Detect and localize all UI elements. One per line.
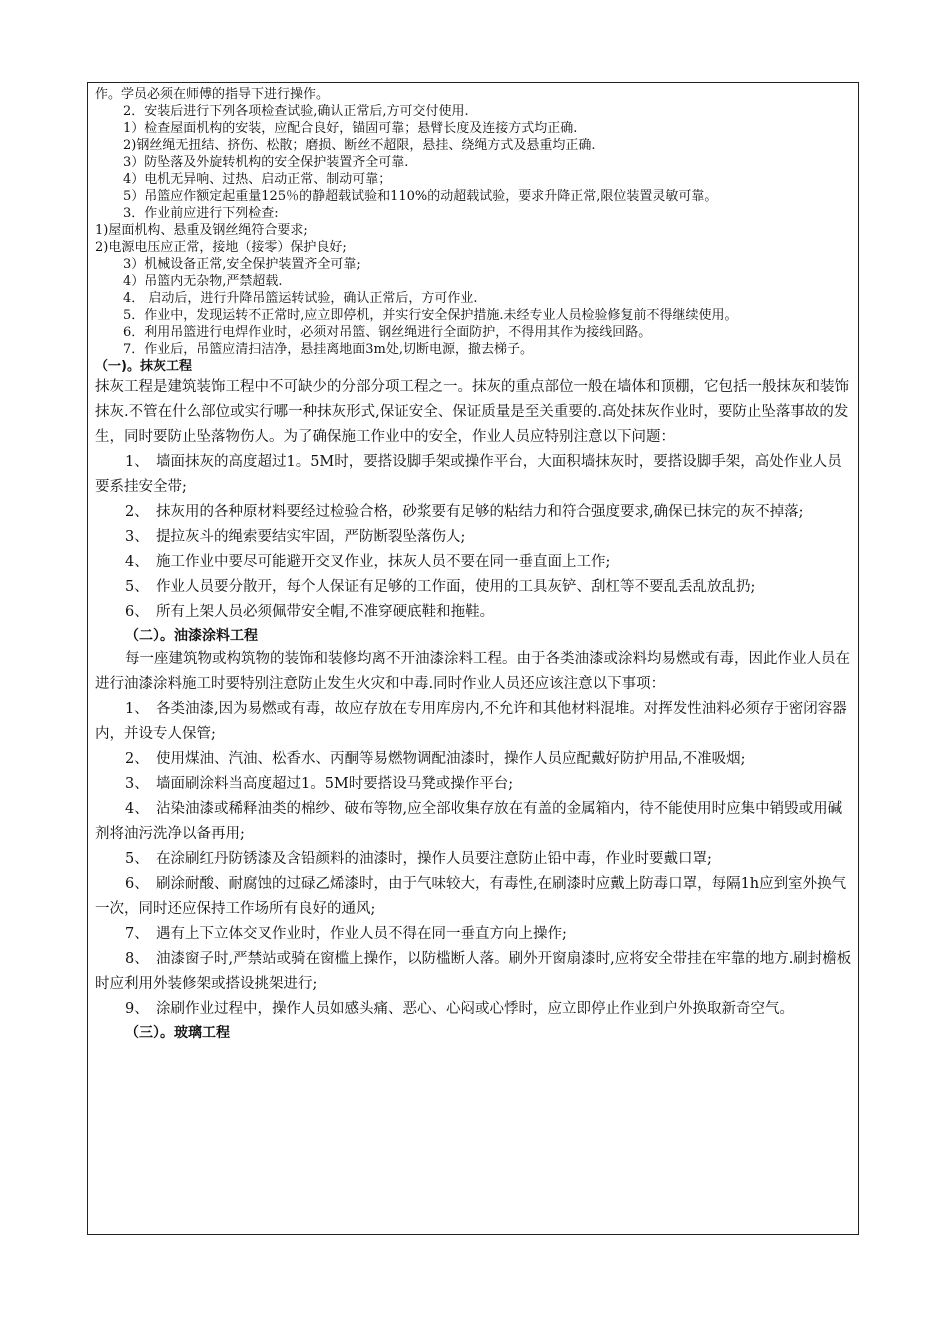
list-item: 4、 施工作业中要尽可能避开交叉作业，抹灰人员不要在同一垂直面上工作;	[125, 554, 611, 570]
text-line: 4． 启动后，进行升降吊篮运转试验，确认正常后，方可作业.	[123, 291, 478, 306]
text-line: 3．作业前应进行下列检查:	[123, 206, 279, 221]
list-item: 3、 墙面刷涂料当高度超过1。5M时要搭设马凳或操作平台;	[125, 776, 514, 792]
list-item: 6、 所有上架人员必须佩带安全帽,不准穿硬底鞋和拖鞋。	[125, 604, 495, 620]
text-line: 3）防坠落及外旋转机构的安全保护装置齐全可靠.	[123, 155, 409, 170]
text-line: 7．作业后，吊篮应清扫洁净，悬挂离地面3m处,切断电源，撤去梯子。	[123, 342, 534, 357]
list-item: 2、 使用煤油、汽油、松香水、丙酮等易燃物调配油漆时，操作人员应配戴好防护用品,不准吸烟;	[125, 751, 746, 767]
list-item: 2、 抹灰用的各种原材料要经过检验合格，砂浆要有足够的粘结力和符合强度要求,确保已抹完的灰不掉落;	[125, 504, 804, 520]
text-line: 6．利用吊篮进行电焊作业时，必须对吊篮、钢丝绳进行全面防护，不得用其作为接线回路。	[123, 325, 652, 340]
text-line: 1）检查屋面机构的安装，应配合良好，锚固可靠；悬臂长度及连接方式均正确.	[123, 121, 578, 136]
text-line: 2)电源电压应正常，接地（接零）保护良好;	[95, 240, 347, 255]
text-line: 作。学员必须在师傅的指导下进行操作。	[95, 87, 330, 102]
list-item: 4、 沾染油漆或稀释油类的棉纱、破布等物,应全部收集存放在有盖的金属箱内，待不能使用时应集中销毁或用碱剂将油污洗净以备再用;	[95, 801, 843, 842]
text-line: 3）机械设备正常,安全保护装置齐全可靠;	[123, 257, 361, 272]
section-heading-plaster: （一)。抹灰工程	[95, 359, 192, 374]
text-line: 4）电机无异响、过热、启动正常、制动可靠；	[123, 172, 392, 187]
list-item: 5、 在涂刷红丹防锈漆及含铅颜料的油漆时，操作人员要注意防止铅中毒，作业时要戴口罩;	[125, 851, 712, 867]
text-line: 5）吊篮应作额定起重量125％的静超载试验和110%的动超载试验，要求升降正常,限位装置灵敏可靠。	[123, 189, 718, 204]
list-item: 7、 遇有上下立体交叉作业时，作业人员不得在同一垂直方向上操作;	[125, 926, 567, 942]
document-body	[95, 86, 855, 1044]
list-item: 5、 作业人员要分散开，每个人保证有足够的工作面，使用的工具灰铲、刮杠等不要乱丢乱放乱扔;	[125, 579, 756, 595]
text-line: 4）吊篮内无杂物,严禁超载.	[123, 274, 283, 289]
list-item: 3、 提拉灰斗的绳索要结实牢固，严防断裂坠落伤人;	[125, 529, 466, 545]
section-heading-paint: （二）。油漆涂料工程	[125, 628, 258, 644]
text-line: 1)屋面机构、悬重及钢丝绳符合要求;	[95, 223, 308, 238]
text-line: 2)钢丝绳无扭结、挤伤、松散；磨损、断丝不超限，悬挂、绕绳方式及悬重均正确.	[123, 138, 596, 153]
text-line: 5．作业中，发现运转不正常时,应立即停机，并实行安全保护措施.未经专业人员检验修复前不得继续使用。	[123, 308, 738, 323]
list-item: 1、 各类油漆,因为易燃或有毒，故应存放在专用库房内,不允许和其他材料混堆。对挥发性油料必须存于密闭容器内，并设专人保管;	[95, 701, 847, 742]
text-line: 2．安装后进行下列各项检查试验,确认正常后,方可交付使用.	[123, 104, 469, 119]
list-item: 6、 刷涂耐酸、耐腐蚀的过碌乙烯漆时，由于气味较大，有毒性,在刷漆时应戴上防毒口罩，每隔1h应到室外换气一次，同时还应保持工作场所有良好的通风;	[95, 876, 847, 917]
section-intro: 每一座建筑物或构筑物的装饰和装修均离不开油漆涂料工程。由于各类油漆或涂料均易燃或有毒，因此作业人员在进行油漆涂料施工时要特别注意防止发生火灾和中毒.同时作业人员还应该注意以下事项：	[95, 651, 850, 692]
list-item: 9、 涂刷作业过程中，操作人员如感头痛、恶心、心闷或心悸时，应立即停止作业到户外换取新奇空气。	[125, 1001, 794, 1017]
section-intro: 抹灰工程是建筑装饰工程中不可缺少的分部分项工程之一。抹灰的重点部位一般在墙体和顶棚，它包括一般抹灰和装饰抹灰.不管在什么部位或实行哪一种抹灰形式,保证安全、保证质量是至关重要的.高处抹灰作业时，要防止坠落事故的发生，同时要防止坠落物伤人。为了确保施工作业中的安全，作业人员应特别注意以下问题：	[95, 379, 849, 445]
section-heading-glass: （三）。玻璃工程	[125, 1025, 230, 1041]
list-item: 1、 墙面抹灰的高度超过1。5M时，要搭设脚手架或操作平台，大面积墙抹灰时，要搭设脚手架，高处作业人员要系挂安全带;	[95, 454, 842, 495]
list-item: 8、 油漆窗子时,严禁站或骑在窗槛上操作，以防槛断人落。刷外开窗扇漆时,应将安全带挂在牢靠的地方.刷封檐板时应利用外装修架或搭设挑架进行;	[95, 951, 852, 992]
